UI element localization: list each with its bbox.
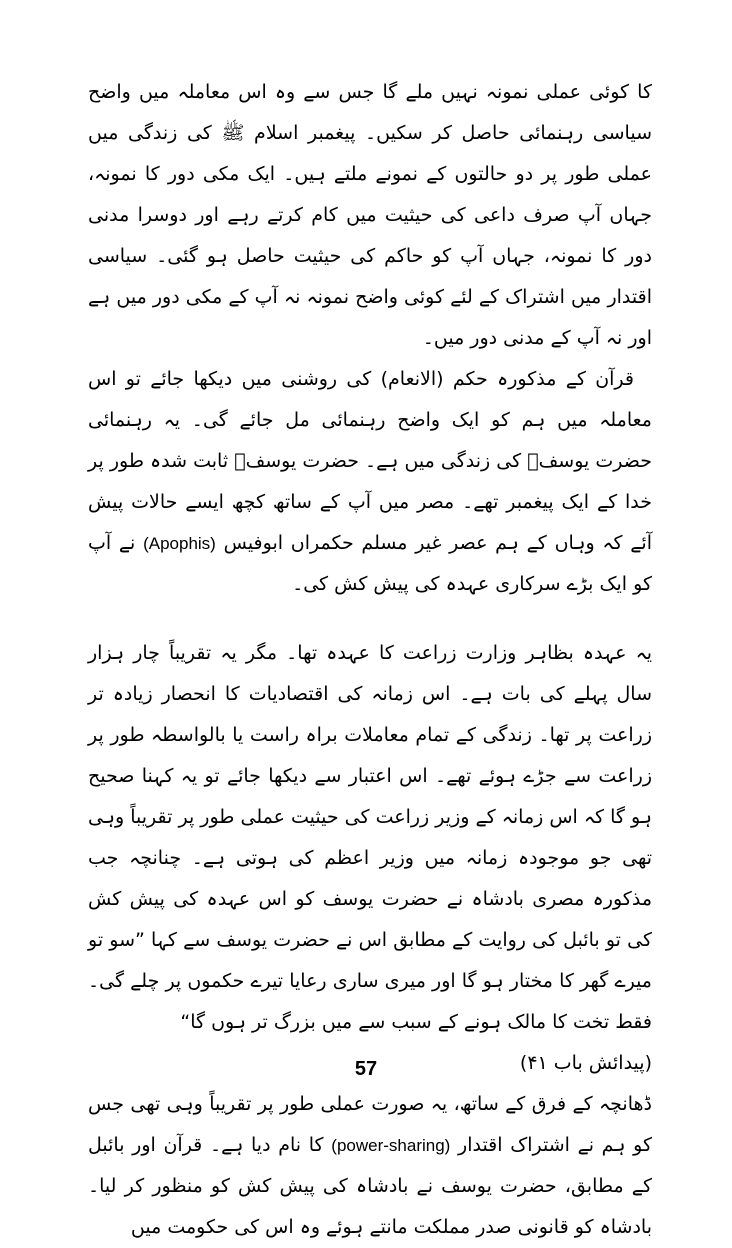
paragraph-4 — [88, 1084, 652, 1248]
paragraph-4-text: ڈھانچہ کے فرق کے ساتھ، یہ صورت عملی طور پر تقریباً وہی تھی جس کو ہم نے اشتراک اقتدار — [88, 1093, 653, 1156]
paragraph-1: کا کوئی عملی نمونہ نہیں ملے گا جس سے وہ اس معاملہ میں واضح سیاسی رہنمائی حاصل کر سکیں۔ پیغمبر اسلام ﷺ کی زندگی میں عملی طور پر دو حالتوں کے نمونے ملتے ہیں۔ ایک مکی دور کا نمونہ، جہاں آپ صرف داعی کی حیثیت میں کام کرتے رہے اور دوسرا مدنی دور کا نمونہ، جہاں آپ کو حاکم کی حیثیت حاصل ہو گئی۔ سیاسی اقتدار میں اشتراک کے لئے کوئی واضح نمونہ نہ آپ کے مکی دور میں ہے اور نہ آپ کے مدنی دور میں۔ — [88, 81, 652, 349]
paragraph-3: یہ عہدہ بظاہر وزارت زراعت کا عہدہ تھا۔ مگر یہ تقریباً چار ہزار سال پہلے کی بات ہے۔ اس زمانہ کی اقتصادیات کا انحصار زیادہ تر زراعت پر تھا۔ زندگی کے تمام معاملات براہ راست یا بالواسطہ طور پر زراعت سے جڑے ہوئے تھے۔ اس اعتبار سے دیکھا جائے تو یہ کہنا صحیح ہو گا کہ اس زمانہ کے وزیر زراعت کی حیثیت عملی طور پر تقریباً وہی تھی جو موجودہ زمانہ میں وزیر اعظم کی ہوتی ہے۔ چنانچہ جب مذکورہ مصری بادشاہ نے حضرت یوسف کو اس عہدہ کی پیش کش کی تو بائبل کی روایت کے مطابق اس نے حضرت یوسف سے کہا ”سو تو میرے گھر کا مختار ہو گا اور میری ساری رعایا تیرے حکموں پر چلے گی۔ فقط تخت کا مالک ہونے کے سبب سے میں بزرگ تر ہوں گا“ — [88, 642, 652, 1033]
bible-reference: (پیدائش باب ۴۱) — [519, 1052, 652, 1074]
paragraph-2 — [88, 359, 652, 605]
latin-term-apophis: (Apophis) — [143, 534, 216, 553]
paragraph-4-tail: کا نام دیا ہے۔ قرآن اور بائبل کے مطابق، حضرت یوسف نے بادشاہ کی پیش کش کو منظور کر لیا۔ بادشاہ کو قانونی صدر مملکت مانتے ہوئے وہ اس کی حکومت میں — [88, 1134, 652, 1238]
page-number: 57 — [354, 1058, 378, 1080]
latin-term-power-sharing: (power-sharing) — [331, 1136, 451, 1155]
paragraph-2-text: قرآن کے مذکورہ حکم (الانعام) کی روشنی میں دیکھا جائے تو اس معاملہ میں ہم کو ایک واضح رہنمائی مل جائے گی۔ یہ رہنمائی حضرت یوسفؑ کی زندگی میں ہے۔ حضرت یوسفؑ ثابت شدہ طور پر خدا کے ایک پیغمبر تھے۔ مصر میں آپ کے ساتھ کچھ ایسے حالات پیش آئے کہ وہاں کے ہم عصر غیر مسلم حکمراں ابوفیس — [88, 368, 652, 554]
paragraph-2-tail: نے آپ کو ایک بڑے سرکاری عہدہ کی پیش کش کی۔ — [88, 532, 652, 595]
